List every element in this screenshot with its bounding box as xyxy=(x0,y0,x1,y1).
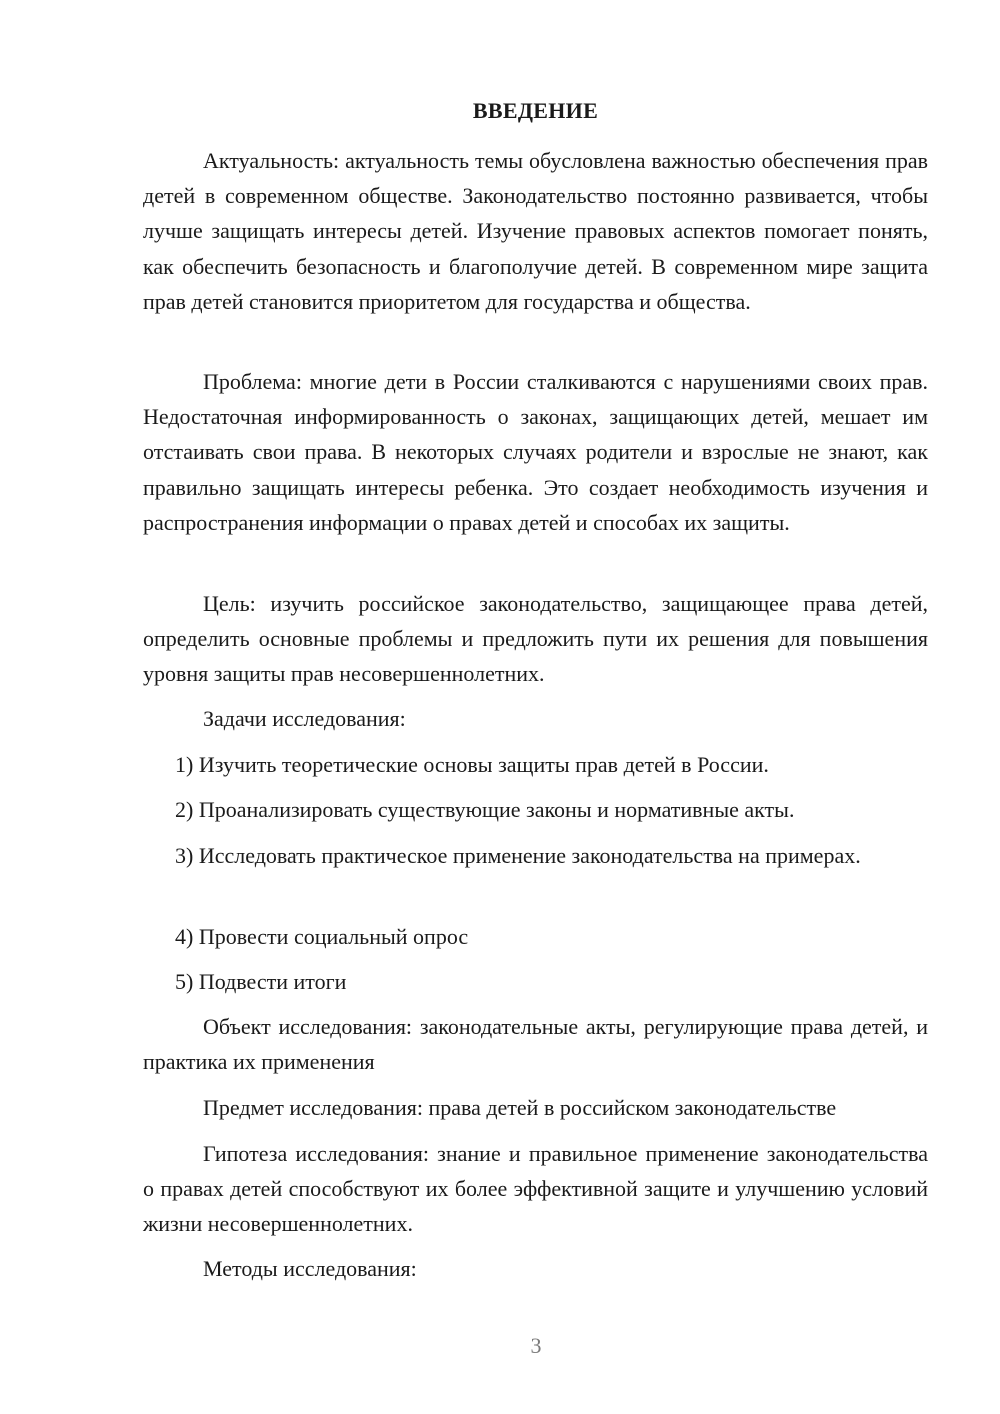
task-item-5: 5) Подвести итоги xyxy=(175,969,347,994)
research-subject-paragraph: Предмет исследования: права детей в российском законодательстве xyxy=(203,1095,837,1120)
hypothesis-paragraph: Гипотеза исследования: знание и правильное применение законодательства о правах детей способствуют их более эффективной защите и улучшению условий жизни несовершеннолетних. xyxy=(143,1141,928,1237)
methods-heading: Методы исследования: xyxy=(203,1256,417,1281)
task-item-2: 2) Проанализировать существующие законы и нормативные акты. xyxy=(175,797,795,822)
page-title: ВВЕДЕНИЕ xyxy=(472,98,599,123)
relevance-paragraph: Актуальность: актуальность темы обусловлена важностью обеспечения прав детей в современном обществе. Законодательство постоянно развивается, чтобы лучше защищать интересы детей. Изучение правовых аспектов помогает понять, как обеспечить безопасность и благополучие детей. В современном мире защита прав детей становится приоритетом для государства и общества. xyxy=(143,148,928,314)
task-item-3: 3) Исследовать практическое применение законодательства на примерах. xyxy=(175,843,861,868)
task-item-4: 4) Провести социальный опрос xyxy=(175,924,469,949)
task-item-1: 1) Изучить теоретические основы защиты прав детей в России. xyxy=(175,752,769,777)
goal-paragraph: Цель: изучить российское законодательство, защищающее права детей, определить основные проблемы и предложить пути их решения для повышения уровня защиты прав несовершеннолетних. xyxy=(143,591,928,687)
problem-paragraph: Проблема: многие дети в России сталкиваются с нарушениями своих прав. Недостаточная информированность о законах, защищающих детей, мешает им отстаивать свои права. В некоторых случаях родители и взрослые не знают, как правильно защищать интересы ребенка. Это создает необходимость изучения и распространения информации о правах детей и способах их защиты. xyxy=(143,369,928,535)
page-number: 3 xyxy=(530,1333,542,1358)
tasks-heading: Задачи исследования: xyxy=(203,706,406,731)
research-object-paragraph: Объект исследования: законодательные акты, регулирующие права детей, и практика их применения xyxy=(143,1014,928,1075)
